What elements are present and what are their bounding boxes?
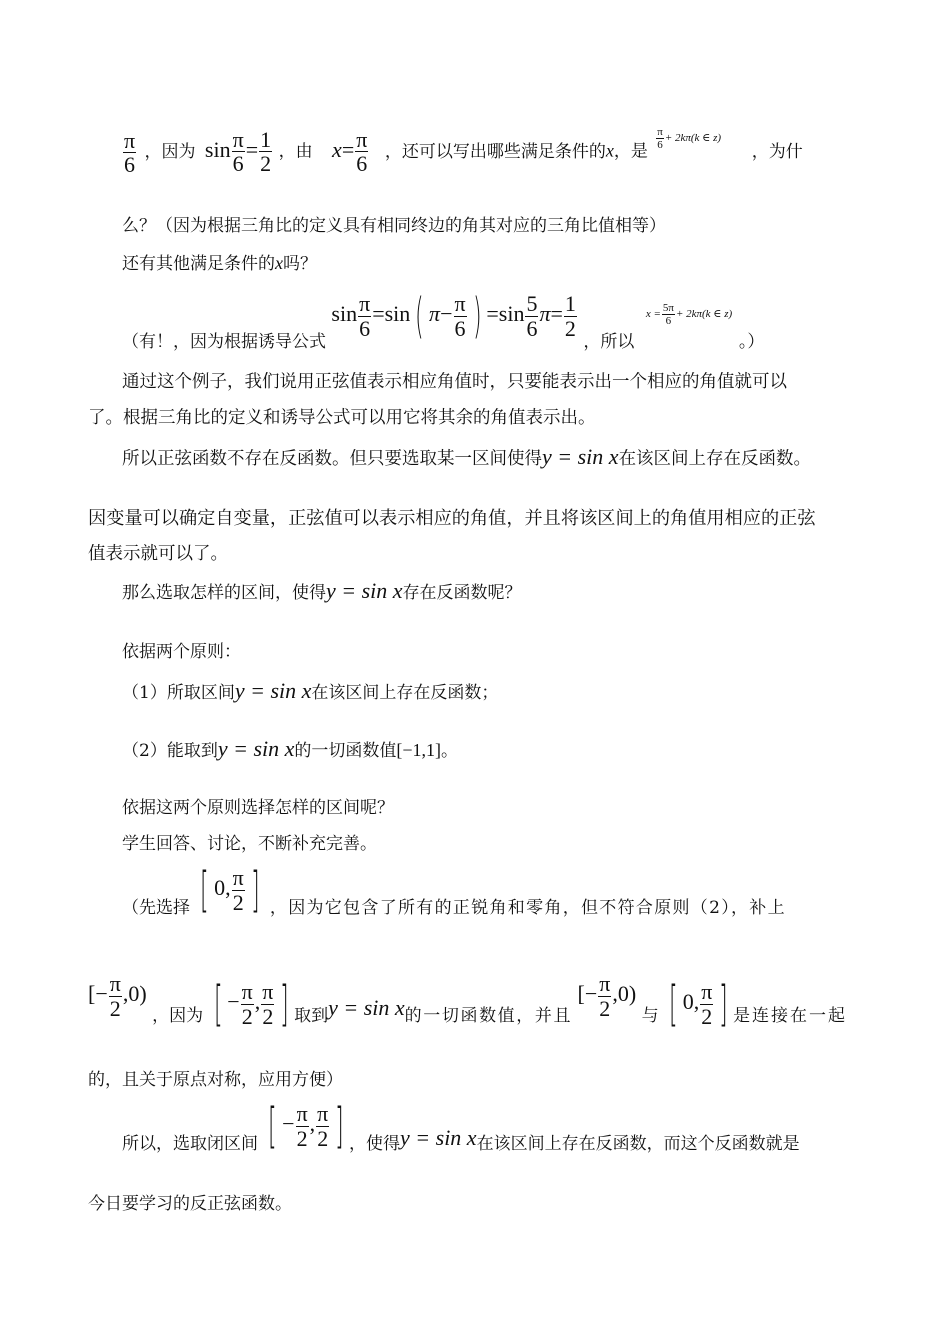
- interval-half-open: [− $\frac{\pi}{2}$ ,0): [88, 971, 147, 1021]
- principle-2: （2）能取到y = sin x的一切函数值[−1,1]。: [122, 736, 459, 761]
- general-solution-formula: π 6 + 2kπ(k ∈ z): [657, 125, 722, 151]
- line-4: （有！，因为根据诱导公式 sin $\frac{\pi}{6}$ =sin ( π− $\frac{\pi}{6}$ ) =sin $\frac{5}{6}$ π= $\frac{1}{2}$ ，所以 $^{x = \frac{5\pi}{6} + 2k\pi(k \in z)}$ 。）: [122, 288, 765, 353]
- line-1: $\frac{\pi}{6}$ ，因为 sin $\frac{\pi}{6}$ = $\frac{1}{2}$ ，由 x= $\frac{\pi}{6}$ ，还可以写出哪些满足条件的x，是 $^{\frac{\pi}{6} + 2k\pi(k \in z)}$ ，为什: [124, 125, 803, 177]
- line-3: 还有其他满足条件的x吗？: [122, 253, 317, 274]
- line-2: 么？（因为根据三角比的定义具有相同终边的角其对应的三角比值相等）: [122, 216, 666, 236]
- x-equation: x= $\frac{\pi}{6}$: [332, 127, 368, 177]
- final-interval: [ − $\frac{\pi}{2}$ , $\frac{\pi}{2}$ ]: [268, 1098, 344, 1154]
- para-1-line-2: 了。根据三角比的定义和诱导公式可以用它将其余的角值表示出。: [88, 408, 596, 428]
- question-1: 那么选取怎样的区间，使得y = sin x存在反函数呢？: [122, 578, 522, 603]
- sin-equation: sin $\frac{\pi}{6}$ = $\frac{1}{2}$: [204, 127, 272, 177]
- interval-0-pi-2: [ 0, $\frac{\pi}{2}$ ]: [200, 862, 260, 918]
- interval-closed: [ − $\frac{\pi}{2}$ , $\frac{\pi}{2}$ ]: [213, 976, 289, 1032]
- para-3-line-1: 因变量可以确定自变量，正弦值可以表示相应的角值，并且将该区间上的角值用相应的正弦: [88, 508, 816, 529]
- principle-1: （1）所取区间y = sin x在该区间上存在反函数；: [122, 678, 499, 703]
- final-line-1: 所以，选取闭区间 [ − $\frac{\pi}{2}$ , $\frac{\pi}{2}$ ] ，使得y = sin x在该区间上存在反函数，而这个反函数就是: [122, 1098, 800, 1155]
- final-line-2: 今日要学习的反正弦函数。: [88, 1194, 292, 1214]
- para-3-line-2: 值表示就可以了。: [88, 544, 228, 564]
- interval-line: [− $\frac{\pi}{2}$ ,0) ，因为 [ − $\frac{\pi}{2}$ , $\frac{\pi}{2}$ ] 取到y = sin x的一切函数值，并且 [− $\frac{\pi}{2}$ ,0) 与 [ 0, $\frac{\pi}{2}$ ] 是连接在一起: [88, 971, 848, 1032]
- para-1-line-1: 通过这个例子，我们说用正弦值表示相应角值时，只要能表示出一个相应的角值就可以: [122, 372, 787, 392]
- induction-formula: sin $\frac{\pi}{6}$ =sin ( π− $\frac{\pi}{6}$ ) =sin $\frac{5}{6}$ π= $\frac{1}{2}$: [331, 288, 576, 344]
- principles-heading: 依据两个原则：: [122, 642, 241, 662]
- end-line: 的，且关于原点对称，应用方便）: [88, 1070, 343, 1090]
- fraction-pi-over-6: $\frac{\pi}{6}$: [124, 127, 136, 177]
- selection-line: （先选择 [ 0, $\frac{\pi}{2}$ ] ，因为它包含了所有的正锐角和零角，但不符合原则（2），补上: [122, 862, 786, 919]
- para-2: 所以正弦函数不存在反函数。但只要选取某一区间使得y = sin x在该区间上存在反函数。: [122, 444, 812, 469]
- interval-half-open-2: [− $\frac{\pi}{2}$ ,0): [577, 971, 637, 1021]
- interval-0-pi-2-b: [ 0, $\frac{\pi}{2}$ ]: [669, 976, 728, 1032]
- students-discussion: 学生回答、讨论，不断补充完善。: [122, 834, 377, 854]
- general-solution-formula-2: x = 5π 6 + 2kπ(k ∈ z): [645, 301, 733, 328]
- question-2: 依据这两个原则选择怎样的区间呢？: [122, 798, 394, 818]
